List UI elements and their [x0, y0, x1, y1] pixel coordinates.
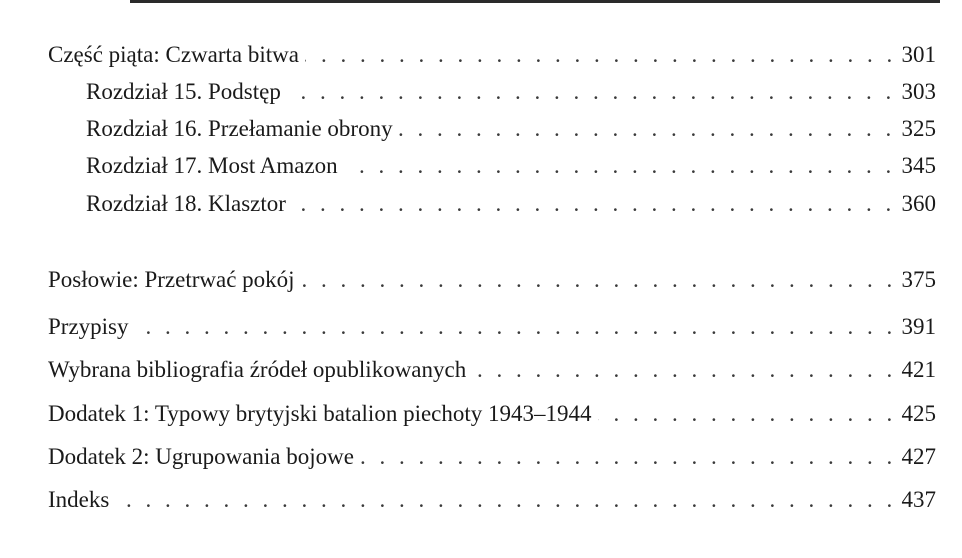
toc-entry-title: Rozdział 16. Przełamanie obrony [86, 111, 399, 147]
toc-entry-bibliography [48, 352, 936, 388]
toc-entry-page: 301 [892, 37, 937, 73]
toc-entry-title: Dodatek 1: Typowy brytyjski batalion piechoty 1943–1944 [48, 396, 598, 432]
toc-entry-title: Posłowie: Przetrwać pokój [48, 262, 301, 298]
toc-entry-page: 325 [892, 111, 937, 147]
dot-leader [48, 482, 936, 518]
toc-entry-appendix-2 [48, 439, 936, 475]
toc-entry-page: 421 [892, 352, 937, 388]
toc-entry-title: Część piąta: Czwarta bitwa [48, 37, 305, 73]
toc-entry-part5 [48, 37, 936, 73]
toc-entry-page: 360 [892, 186, 937, 222]
toc-entry-page: 437 [892, 482, 937, 518]
toc-entry-notes [48, 309, 936, 345]
toc-entry-title: Rozdział 15. Podstęp [86, 74, 287, 110]
toc-entry-chapter-15 [86, 74, 936, 110]
toc-entry-page: 391 [892, 309, 937, 345]
toc-entry-chapter-17 [86, 148, 936, 184]
toc-entry-page: 427 [892, 439, 937, 475]
toc-entry-title: Indeks [48, 482, 115, 518]
toc-entry-index [48, 482, 936, 518]
toc-entry-page: 345 [892, 148, 937, 184]
toc-entry-title: Rozdział 17. Most Amazon [86, 148, 344, 184]
toc-entry-title: Przypisy [48, 309, 135, 345]
toc-entry-chapter-18 [86, 186, 936, 222]
toc-entry-page: 425 [892, 396, 937, 432]
toc-entry-title: Rozdział 18. Klasztor [86, 186, 292, 222]
toc-entry-appendix-1 [48, 396, 936, 432]
toc-entry-title: Dodatek 2: Ugrupowania bojowe [48, 439, 360, 475]
dot-leader [48, 309, 936, 345]
toc-entry-page: 375 [892, 262, 937, 298]
toc-entry-afterword [48, 262, 936, 298]
toc-entry-title: Wybrana bibliografia źródeł opublikowanych [48, 352, 472, 388]
toc-entry-chapter-16 [86, 111, 936, 147]
toc-entry-page: 303 [892, 74, 937, 110]
